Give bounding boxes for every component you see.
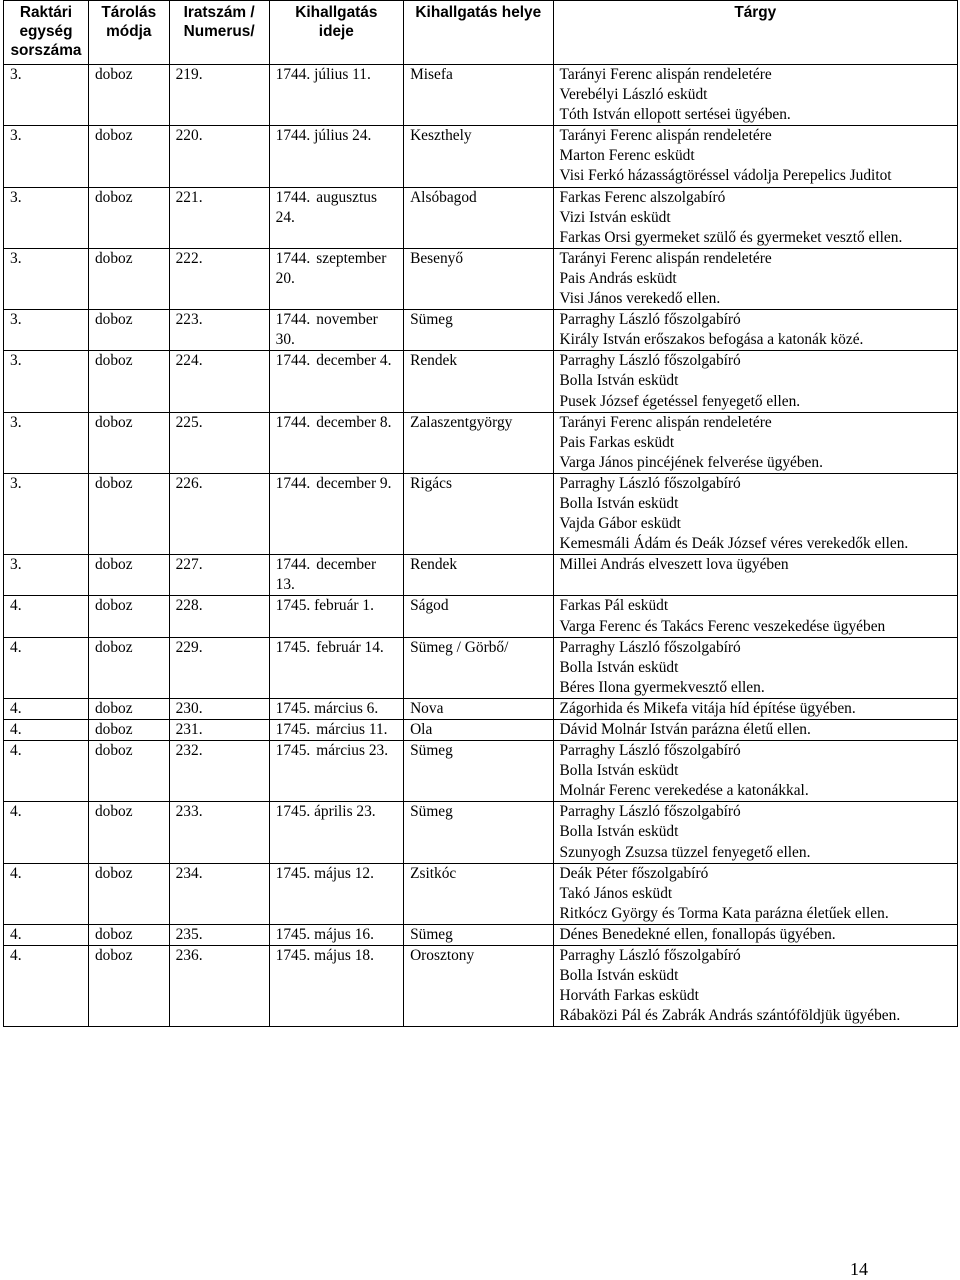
- date-line: 1745. május 16.: [275, 925, 374, 943]
- table-row: [4, 412, 958, 473]
- cell-date: [269, 412, 403, 473]
- subject-line: Szunyogh Zsuzsa tüzzel fenyegető ellen.: [559, 843, 811, 861]
- cell-storage: doboz: [88, 924, 169, 945]
- cell-subject: [553, 802, 957, 863]
- table-row: [4, 946, 958, 1027]
- cell-unit: 3.: [4, 187, 89, 248]
- subject-line: Parraghy László főszolgabíró: [559, 947, 741, 965]
- cell-number: 220.: [169, 126, 269, 187]
- cell-place: Sümeg: [404, 924, 553, 945]
- table-row: [4, 741, 958, 802]
- cell-place: Rendek: [404, 555, 553, 596]
- cell-subject: [553, 248, 957, 309]
- subject-line: Király István erőszakos befogása a katonák közé.: [559, 331, 864, 349]
- cell-place: Sümeg: [404, 310, 553, 351]
- cell-place: Sümeg: [404, 802, 553, 863]
- cell-storage: doboz: [88, 248, 169, 309]
- subject-line: Zágorhida és Mikefa vitája híd építése ügyében.: [559, 699, 856, 717]
- header-storage: Tárolás módja: [88, 1, 169, 65]
- date-line: 1745. május 12.: [275, 864, 374, 882]
- cell-date: [269, 924, 403, 945]
- subject-line: Takó János esküdt: [559, 884, 673, 902]
- records-table: [3, 0, 958, 1027]
- subject-line: Vizi István esküdt: [559, 208, 671, 226]
- cell-date: [269, 596, 403, 637]
- header-row: [4, 1, 958, 65]
- subject-line: Parraghy László főszolgabíró: [559, 352, 741, 370]
- table-row: [4, 596, 958, 637]
- cell-number: 230.: [169, 698, 269, 719]
- cell-place: Rigács: [404, 473, 553, 554]
- header-date: Kihallgatás ideje: [269, 1, 403, 65]
- date-line: március 23.: [316, 742, 389, 760]
- cell-number: 235.: [169, 924, 269, 945]
- subject-line: Bolla István esküdt: [559, 823, 679, 841]
- subject-line: Tóth István ellopott sertései ügyében.: [559, 106, 791, 124]
- cell-date: [269, 65, 403, 126]
- subject-line: Pais Farkas esküdt: [559, 433, 675, 451]
- subject-line: Parraghy László főszolgabíró: [559, 638, 741, 656]
- table-row: [4, 698, 958, 719]
- table-row: [4, 924, 958, 945]
- cell-subject: [553, 924, 957, 945]
- cell-subject: [553, 555, 957, 596]
- cell-place: Keszthely: [404, 126, 553, 187]
- cell-date: [269, 126, 403, 187]
- cell-number: 226.: [169, 473, 269, 554]
- cell-storage: doboz: [88, 863, 169, 924]
- subject-line: Verebélyi László esküdt: [559, 86, 708, 104]
- cell-subject: [553, 473, 957, 554]
- subject-line: Farkas Pál esküdt: [559, 597, 669, 615]
- cell-storage: doboz: [88, 187, 169, 248]
- cell-place: Zalaszentgyörgy: [404, 412, 553, 473]
- date-line: december 13.: [275, 556, 377, 594]
- date-line: 1744.: [275, 188, 311, 206]
- subject-line: Ritkócz György és Torma Kata parázna életűek ellen.: [559, 904, 889, 922]
- date-line: 1745. április 23.: [275, 803, 376, 821]
- cell-unit: 4.: [4, 802, 89, 863]
- date-line: 1744. július 11.: [275, 66, 371, 83]
- cell-unit: 4.: [4, 637, 89, 698]
- date-line: szeptember 20.: [275, 249, 387, 287]
- date-line: 1745.: [275, 638, 311, 656]
- table-row: [4, 802, 958, 863]
- subject-line: Pusek József égetéssel fenyegető ellen.: [559, 392, 801, 410]
- date-line: december 4.: [316, 352, 392, 370]
- cell-subject: [553, 187, 957, 248]
- cell-storage: doboz: [88, 741, 169, 802]
- table-row: [4, 351, 958, 412]
- cell-subject: [553, 741, 957, 802]
- cell-place: Sümeg: [404, 741, 553, 802]
- cell-storage: doboz: [88, 637, 169, 698]
- table-row: [4, 863, 958, 924]
- cell-unit: 4.: [4, 863, 89, 924]
- date-line: december 9.: [316, 474, 392, 492]
- subject-line: Rábaközi Pál és Zabrák András szántóföldjük ügyében.: [559, 1007, 901, 1025]
- cell-storage: doboz: [88, 412, 169, 473]
- subject-line: Farkas Ferenc alszolgabíró: [559, 188, 726, 206]
- date-line: 1745.: [275, 742, 311, 760]
- cell-subject: [553, 412, 957, 473]
- cell-place: Rendek: [404, 351, 553, 412]
- cell-subject: [553, 596, 957, 637]
- cell-storage: doboz: [88, 698, 169, 719]
- subject-line: Dénes Benedekné ellen, fonallopás ügyében.: [559, 925, 836, 943]
- date-line: 1745. május 18.: [275, 947, 374, 965]
- date-line: 1744. július 24.: [275, 127, 372, 145]
- header-number: Iratszám / Numerus/: [169, 1, 269, 65]
- subject-line: Varga Ferenc és Takács Ferenc veszekedése ügyében: [559, 617, 886, 635]
- cell-date: [269, 741, 403, 802]
- date-line: 1744.: [275, 556, 311, 574]
- cell-number: 234.: [169, 863, 269, 924]
- cell-storage: doboz: [88, 351, 169, 412]
- cell-storage: doboz: [88, 310, 169, 351]
- cell-unit: 4.: [4, 741, 89, 802]
- date-line: 1744.: [275, 352, 311, 370]
- subject-line: Bolla István esküdt: [559, 658, 679, 676]
- cell-date: [269, 351, 403, 412]
- cell-number: 219.: [169, 65, 269, 126]
- cell-date: [269, 698, 403, 719]
- table-row: [4, 187, 958, 248]
- table-row: [4, 720, 958, 741]
- cell-date: [269, 187, 403, 248]
- cell-unit: 3.: [4, 310, 89, 351]
- cell-number: 229.: [169, 637, 269, 698]
- subject-line: Pais András esküdt: [559, 269, 677, 287]
- date-line: 1744.: [275, 311, 311, 329]
- subject-line: Parraghy László főszolgabíró: [559, 311, 741, 329]
- date-line: 1744.: [275, 413, 311, 431]
- subject-line: Vajda Gábor esküdt: [559, 515, 681, 533]
- subject-line: Tarányi Ferenc alispán rendeletére: [559, 127, 772, 145]
- subject-line: Kemesmáli Ádám és Deák József véres verekedők ellen.: [559, 535, 909, 553]
- cell-storage: doboz: [88, 802, 169, 863]
- header-subject: Tárgy: [553, 1, 957, 65]
- cell-place: Sümeg / Görbő/: [404, 637, 553, 698]
- table-row: [4, 248, 958, 309]
- cell-subject: [553, 351, 957, 412]
- date-line: augusztus 24.: [275, 188, 377, 226]
- date-line: 1745. március 6.: [275, 699, 379, 717]
- cell-unit: 3.: [4, 473, 89, 554]
- cell-unit: 4.: [4, 698, 89, 719]
- table-row: [4, 473, 958, 554]
- cell-storage: doboz: [88, 473, 169, 554]
- cell-place: Misefa: [404, 65, 553, 126]
- subject-line: Bolla István esküdt: [559, 762, 679, 780]
- cell-unit: 3.: [4, 412, 89, 473]
- cell-place: Alsóbagod: [404, 187, 553, 248]
- cell-date: [269, 248, 403, 309]
- date-line: 1745.: [275, 721, 311, 738]
- cell-date: [269, 637, 403, 698]
- subject-line: Visi János verekedő ellen.: [559, 290, 721, 308]
- date-line: 1744.: [275, 474, 311, 492]
- cell-subject: [553, 65, 957, 126]
- cell-unit: 3.: [4, 555, 89, 596]
- cell-place: Ola: [404, 720, 553, 741]
- page-number: 14: [850, 1259, 868, 1279]
- cell-storage: doboz: [88, 720, 169, 741]
- cell-unit: 4.: [4, 596, 89, 637]
- subject-line: Molnár Ferenc verekedése a katonákkal.: [559, 782, 809, 800]
- cell-place: Orosztony: [404, 946, 553, 1027]
- cell-number: 223.: [169, 310, 269, 351]
- cell-subject: [553, 310, 957, 351]
- table-row: [4, 126, 958, 187]
- table-row: [4, 310, 958, 351]
- date-line: 1745. február 1.: [275, 597, 374, 615]
- cell-storage: doboz: [88, 65, 169, 126]
- table-row: [4, 637, 958, 698]
- subject-line: Horváth Farkas esküdt: [559, 987, 699, 1005]
- cell-place: Besenyő: [404, 248, 553, 309]
- cell-date: [269, 473, 403, 554]
- subject-line: Visi Ferkó házasságtöréssel vádolja Perepelics Juditot: [559, 167, 892, 185]
- date-line: november 30.: [275, 311, 378, 349]
- table-body: [4, 65, 958, 1027]
- cell-number: 224.: [169, 351, 269, 412]
- cell-subject: [553, 698, 957, 719]
- cell-date: [269, 310, 403, 351]
- cell-date: [269, 720, 403, 741]
- cell-unit: 4.: [4, 946, 89, 1027]
- subject-line: Parraghy László főszolgabíró: [559, 474, 741, 492]
- subject-line: Farkas Orsi gyermeket szülő és gyermeket vesztő ellen.: [559, 228, 903, 246]
- cell-number: 232.: [169, 741, 269, 802]
- subject-line: Millei András elveszett lova ügyében: [559, 556, 789, 574]
- header-unit: Raktári egység sorszáma: [4, 1, 89, 65]
- cell-number: 236.: [169, 946, 269, 1027]
- cell-place: Nova: [404, 698, 553, 719]
- cell-subject: [553, 637, 957, 698]
- date-line: március 11.: [316, 721, 388, 738]
- subject-line: Dávid Molnár István parázna életű ellen.: [559, 721, 811, 738]
- cell-subject: [553, 863, 957, 924]
- cell-unit: 3.: [4, 351, 89, 412]
- cell-number: 233.: [169, 802, 269, 863]
- cell-storage: doboz: [88, 596, 169, 637]
- cell-number: 231.: [169, 720, 269, 741]
- subject-line: Béres Ilona gyermekvesztő ellen.: [559, 678, 765, 696]
- cell-subject: [553, 720, 957, 741]
- cell-unit: 3.: [4, 248, 89, 309]
- cell-date: [269, 802, 403, 863]
- subject-line: Tarányi Ferenc alispán rendeletére: [559, 413, 772, 431]
- date-line: február 14.: [316, 638, 384, 656]
- cell-date: [269, 555, 403, 596]
- cell-unit: 4.: [4, 720, 89, 741]
- header-place: Kihallgatás helye: [404, 1, 553, 65]
- subject-line: Bolla István esküdt: [559, 372, 679, 390]
- cell-number: 222.: [169, 248, 269, 309]
- subject-line: Tarányi Ferenc alispán rendeletére: [559, 66, 772, 83]
- cell-unit: 4.: [4, 924, 89, 945]
- cell-number: 227.: [169, 555, 269, 596]
- cell-unit: 3.: [4, 65, 89, 126]
- subject-line: Varga János pincéjének felverése ügyében.: [559, 453, 823, 471]
- cell-subject: [553, 946, 957, 1027]
- subject-line: Tarányi Ferenc alispán rendeletére: [559, 249, 772, 267]
- cell-storage: doboz: [88, 946, 169, 1027]
- cell-unit: 3.: [4, 126, 89, 187]
- subject-line: Parraghy László főszolgabíró: [559, 742, 741, 760]
- cell-number: 225.: [169, 412, 269, 473]
- cell-place: Ságod: [404, 596, 553, 637]
- cell-number: 228.: [169, 596, 269, 637]
- date-line: december 8.: [316, 413, 392, 431]
- table-row: [4, 555, 958, 596]
- cell-date: [269, 863, 403, 924]
- subject-line: Parraghy László főszolgabíró: [559, 803, 741, 821]
- cell-date: [269, 946, 403, 1027]
- table-row: [4, 65, 958, 126]
- subject-line: Bolla István esküdt: [559, 967, 679, 985]
- cell-subject: [553, 126, 957, 187]
- cell-place: Zsitkóc: [404, 863, 553, 924]
- subject-line: Marton Ferenc esküdt: [559, 147, 695, 165]
- date-line: 1744.: [275, 249, 311, 267]
- cell-storage: doboz: [88, 555, 169, 596]
- cell-number: 221.: [169, 187, 269, 248]
- cell-storage: doboz: [88, 126, 169, 187]
- subject-line: Deák Péter főszolgabíró: [559, 864, 709, 882]
- subject-line: Bolla István esküdt: [559, 494, 679, 512]
